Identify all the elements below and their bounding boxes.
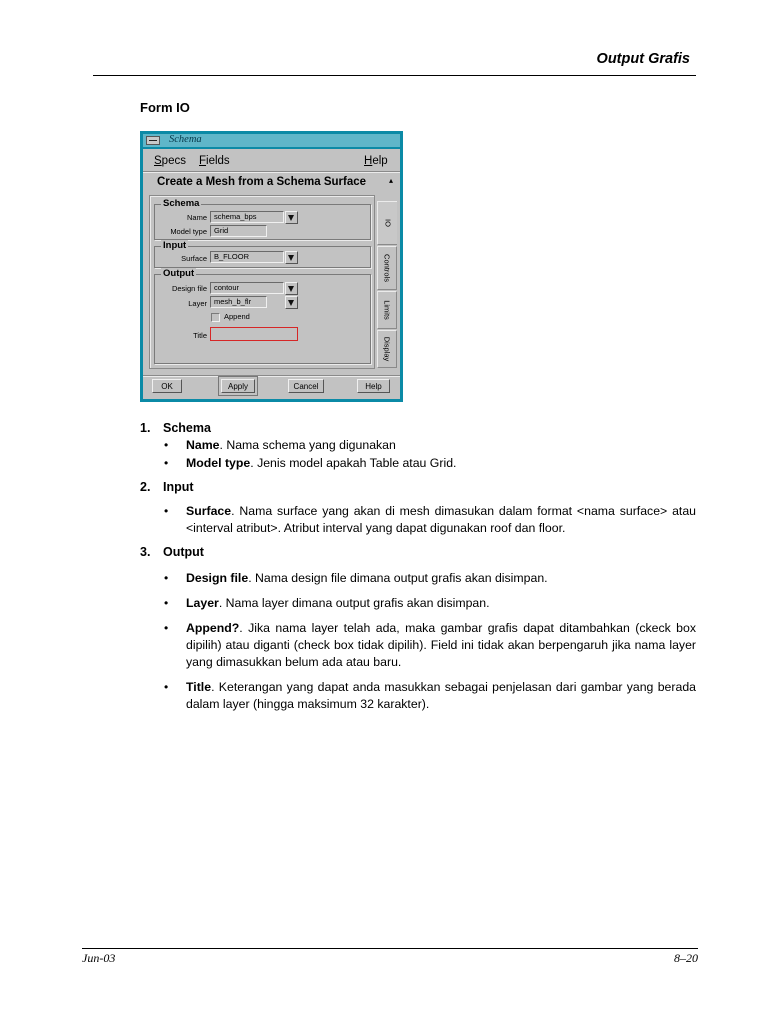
menu-specs[interactable]: Specs bbox=[154, 155, 186, 167]
tab-io-label: IO bbox=[383, 219, 392, 227]
section-number: 3. bbox=[140, 545, 151, 559]
menu-bar bbox=[143, 149, 400, 172]
footer-rule bbox=[82, 948, 698, 949]
tab-controls[interactable] bbox=[377, 246, 397, 290]
item-description: . Nama layer dimana output grafis akan disimpan. bbox=[218, 596, 490, 610]
tab-display-label: Display bbox=[382, 336, 392, 362]
name-label: Name bbox=[186, 213, 207, 222]
list-item bbox=[163, 570, 696, 587]
name-dropdown-icon[interactable] bbox=[285, 211, 298, 224]
window-titlebar[interactable] bbox=[143, 134, 400, 147]
dialog-heading: Create a Mesh from a Schema Surface bbox=[157, 176, 367, 188]
schema-group bbox=[154, 198, 371, 240]
list-item-text bbox=[186, 595, 696, 612]
item-term: Name bbox=[186, 438, 220, 452]
item-term: Layer bbox=[186, 596, 219, 610]
menu-fields-rest: ields bbox=[206, 155, 230, 167]
item-description: . Jika nama layer telah ada, maka gambar grafis dapat ditambahkan (ckeck box dipilih) atau diganti (check box tidak dipilih). Field ini tidak akan berpengaruh jika nama layer yang dimasukkan belum ada atau baru. bbox=[186, 621, 696, 669]
list-item bbox=[163, 679, 696, 713]
list-item bbox=[163, 503, 696, 537]
list-item bbox=[163, 620, 696, 671]
button-separator bbox=[143, 375, 400, 376]
list-item bbox=[163, 437, 696, 454]
item-term: Design file bbox=[186, 571, 249, 585]
item-term: Title bbox=[186, 680, 212, 694]
append-checkbox[interactable] bbox=[211, 313, 220, 322]
help-button[interactable]: Help bbox=[357, 379, 390, 393]
section-title-text: Output bbox=[163, 545, 204, 559]
ok-button[interactable]: OK bbox=[152, 379, 182, 393]
list-item-text bbox=[186, 620, 696, 671]
menu-help-rest: elp bbox=[372, 155, 388, 167]
model-type-field: Grid bbox=[210, 225, 267, 237]
tab-controls-label: Controls bbox=[382, 254, 392, 282]
list-item bbox=[163, 595, 696, 612]
item-term: Surface bbox=[186, 504, 232, 518]
item-term: Model type bbox=[186, 456, 251, 470]
section-title bbox=[140, 421, 211, 435]
io-tab-panel bbox=[149, 195, 375, 369]
surface-label: Surface bbox=[181, 254, 207, 263]
list-item-text bbox=[186, 503, 696, 537]
title-label: Title bbox=[193, 331, 207, 340]
section-number: 1. bbox=[140, 421, 151, 435]
tab-limits[interactable] bbox=[377, 291, 397, 329]
section-title-text: Input bbox=[163, 480, 194, 494]
window-title: Schema bbox=[169, 134, 202, 145]
tab-display[interactable] bbox=[377, 330, 397, 368]
schema-dialog-window bbox=[140, 131, 403, 402]
page-number: 8–20 bbox=[674, 951, 698, 965]
input-group-title: Input bbox=[163, 240, 187, 251]
output-group bbox=[154, 268, 371, 364]
tab-limits-label: Limits bbox=[382, 300, 392, 320]
tab-io[interactable] bbox=[377, 201, 397, 245]
input-group bbox=[154, 240, 371, 268]
surface-dropdown-icon[interactable] bbox=[285, 251, 298, 264]
output-group-title: Output bbox=[163, 268, 195, 279]
section-title bbox=[140, 480, 194, 494]
header-rule bbox=[93, 75, 696, 76]
item-description: . Nama surface yang akan di mesh dimasukan dalam format <nama surface> atau <interval atribut>. Atribut interval yang dapat digunakan roof dan floor. bbox=[186, 504, 696, 535]
name-field[interactable]: schema_bps bbox=[210, 211, 284, 223]
design-file-label: Design file bbox=[171, 284, 207, 293]
list-item-text bbox=[186, 455, 696, 472]
model-type-label: Model type bbox=[170, 227, 207, 236]
menu-help[interactable]: Help bbox=[364, 155, 388, 167]
item-term: Append? bbox=[186, 621, 240, 635]
item-description: . Jenis model apakah Table atau Grid. bbox=[250, 456, 457, 470]
item-description: . Keterangan yang dapat anda masukkan sebagai penjelasan dari gambar yang berada dalam layer (hingga maksimum 32 karakter). bbox=[186, 680, 696, 711]
menu-specs-rest: pecs bbox=[161, 155, 186, 167]
dialog-client-area bbox=[143, 149, 400, 399]
list-item-text bbox=[186, 437, 696, 454]
list-item-text bbox=[186, 679, 696, 713]
section-title-text: Schema bbox=[163, 421, 211, 435]
item-description: . Nama schema yang digunakan bbox=[219, 438, 396, 452]
menu-fields[interactable]: Fields bbox=[199, 155, 230, 167]
footer-date: Jun-03 bbox=[82, 951, 116, 965]
form-heading: Form IO bbox=[140, 100, 190, 115]
window-menu-icon[interactable] bbox=[146, 136, 160, 145]
page-header-title: Output Grafis bbox=[596, 51, 690, 67]
append-label: Append bbox=[224, 312, 250, 321]
apply-button[interactable]: Apply bbox=[221, 379, 255, 393]
layer-label: Layer bbox=[188, 299, 207, 308]
list-item bbox=[163, 455, 696, 472]
scroll-up-icon[interactable]: ▴ bbox=[389, 176, 394, 185]
title-input[interactable] bbox=[210, 327, 298, 341]
section-title bbox=[140, 545, 204, 559]
layer-field[interactable]: mesh_b_flr bbox=[210, 296, 267, 308]
item-description: . Nama design file dimana output grafis akan disimpan. bbox=[248, 571, 548, 585]
section-number: 2. bbox=[140, 480, 151, 494]
design-file-field[interactable]: contour bbox=[210, 282, 284, 294]
design-file-dropdown-icon[interactable] bbox=[285, 282, 298, 295]
layer-dropdown-icon[interactable] bbox=[285, 296, 298, 309]
list-item-text bbox=[186, 570, 696, 587]
surface-field[interactable]: B_FLOOR bbox=[210, 251, 284, 263]
schema-group-title: Schema bbox=[163, 198, 200, 209]
cancel-button[interactable]: Cancel bbox=[288, 379, 324, 393]
